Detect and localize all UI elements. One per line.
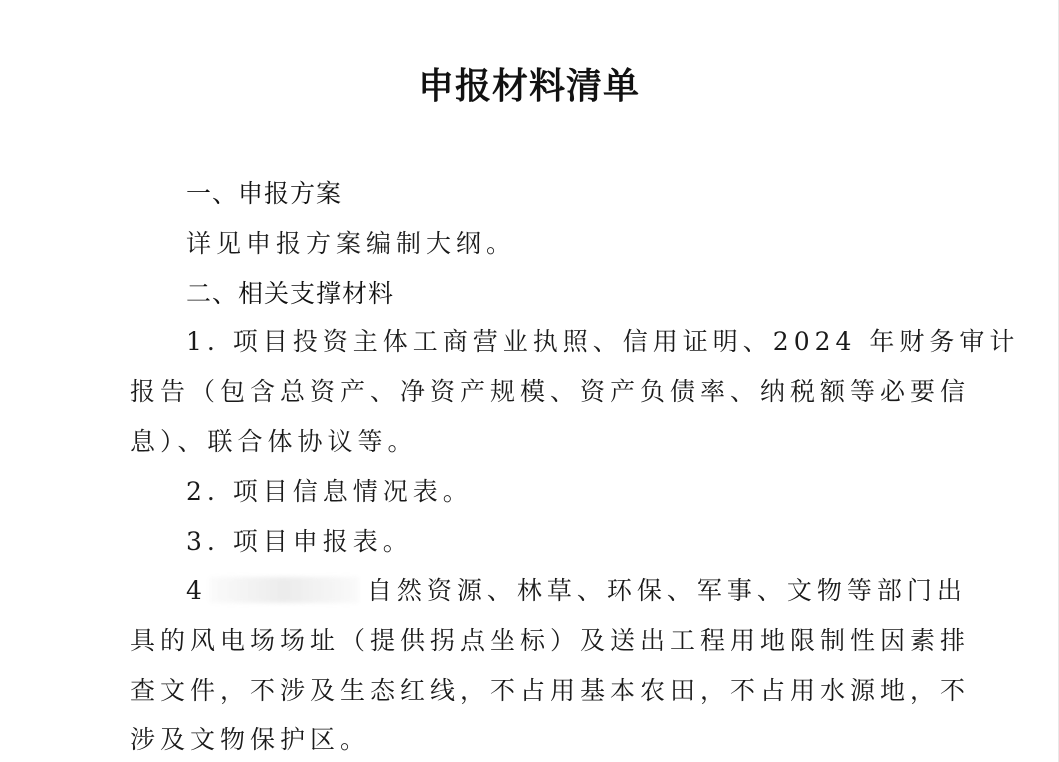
item1-line3: 息）、联合体协议等。: [130, 427, 418, 456]
item3-text: 3. 项目申报表。: [186, 527, 413, 556]
item4-line3: 查文件，不涉及生态红线，不占用基本农田，不占用水源地，不: [130, 676, 971, 705]
section1-text: 详见申报方案编制大纲。: [186, 229, 517, 258]
item4-line2: 具的风电场场址（提供拐点坐标）及送出工程用地限制性因素排: [130, 626, 971, 655]
section1-heading: 一、申报方案: [186, 179, 343, 208]
document-title: 申报材料清单: [417, 65, 640, 107]
item1-line1: 1. 项目投资主体工商营业执照、信用证明、2024 年财务审计: [186, 327, 1020, 356]
item4-line1: [186, 571, 967, 607]
section2-heading: 二、相关支撑材料: [186, 279, 395, 308]
item4-line4: 涉及文物保护区。: [130, 725, 371, 754]
redacted-region: [209, 577, 359, 603]
item4-number: 4: [186, 576, 207, 605]
item2-text: 2. 项目信息情况表。: [186, 477, 473, 506]
item4-line1-text: 自然资源、林草、环保、军事、文物等部门出: [366, 576, 967, 605]
item1-line2: 报告（包含总资产、净资产规模、资产负债率、纳税额等必要信: [130, 377, 971, 406]
